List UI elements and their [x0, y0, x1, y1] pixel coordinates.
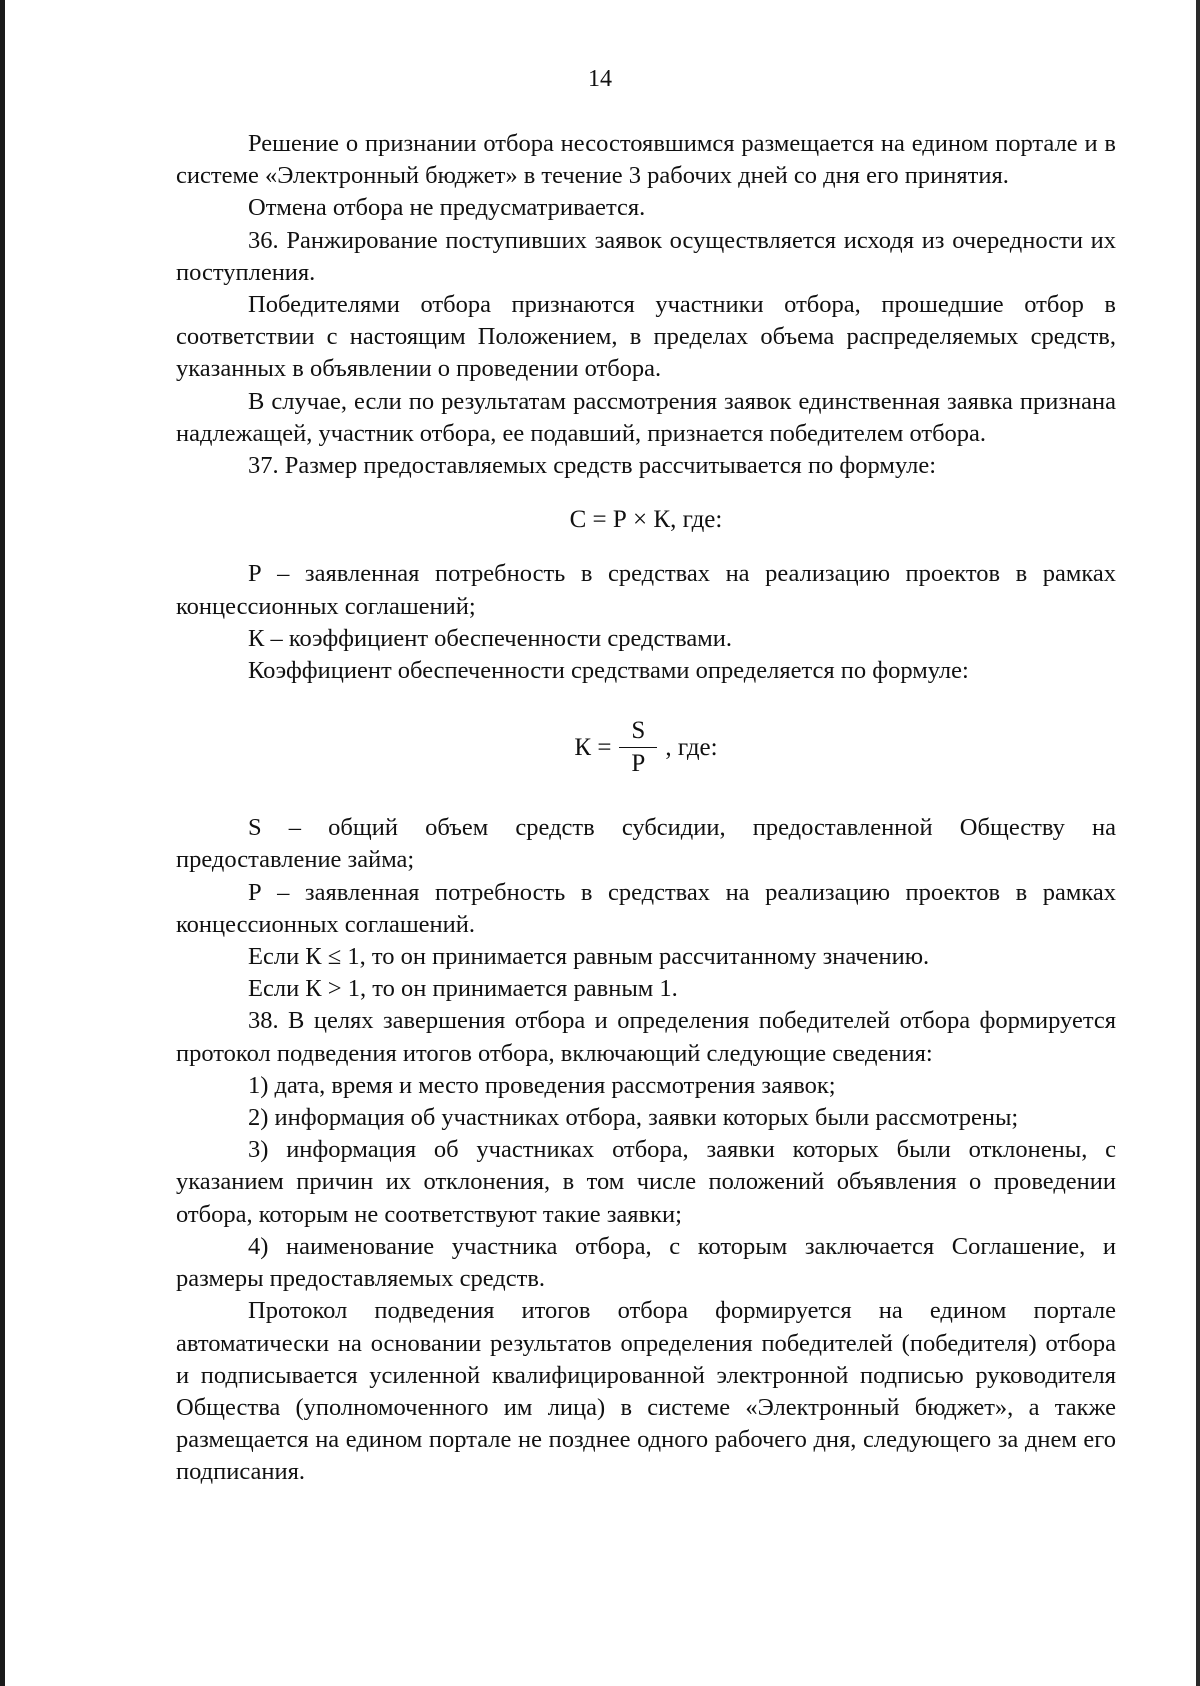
paragraph: Решение о признании отбора несостоявшимся размещается на едином портале и в системе «Электронный бюджет» в течение 3 рабочих дней со дня его принятия. [176, 130, 1116, 190]
paragraph: S – общий объем средств субсидии, предоставленной Обществу на предоставление займа; [176, 814, 1116, 874]
list-item: 1) дата, время и место проведения рассмотрения заявок; [248, 1071, 836, 1099]
paragraph: В случае, если по результатам рассмотрения заявок единственная заявка признана надлежащей, участник отбора, ее подавший, признается победителем отбора. [176, 387, 1116, 447]
paragraph: Отмена отбора не предусматривается. [248, 194, 646, 222]
fraction-numerator: S [619, 717, 657, 748]
paragraph: Р – заявленная потребность в средствах на реализацию проектов в рамках концессионных соглашений; [176, 560, 1116, 620]
formula-suffix: , где: [665, 733, 718, 761]
fraction-denominator: Р [631, 750, 646, 778]
scan-edge-right [1196, 0, 1200, 1686]
scan-edge-left [0, 0, 5, 1686]
paragraph: Р – заявленная потребность в средствах на реализацию проектов в рамках концессионных соглашений. [176, 878, 1116, 938]
paragraph: Победителями отбора признаются участники отбора, прошедшие отбор в соответствии с настоящим Положением, в пределах объема распределяемых средств, указанных в объявлении о проведении отбора. [176, 291, 1116, 383]
paragraph: 36. Ранжирование поступивших заявок осуществляется исходя из очередности их поступления. [176, 226, 1116, 286]
formula-c-equals-p-times-k: С = Р × К, где: [569, 506, 723, 534]
list-item: 4) наименование участника отбора, с которым заключается Соглашение, и размеры предоставляемых средств. [176, 1232, 1116, 1293]
list-item: 2) информация об участниках отбора, заявки которых были рассмотрены; [248, 1104, 1019, 1132]
paragraph: Если К ≤ 1, то он принимается равным рассчитанному значению. [248, 943, 930, 971]
document-body [176, 128, 1116, 1489]
formula-k-equals-s-over-p [176, 717, 1116, 778]
paragraph: Если К > 1, то он принимается равным 1. [248, 975, 678, 1003]
paragraph: Коэффициент обеспеченности средствами определяется по формуле: [248, 657, 969, 685]
page-number: 14 [588, 66, 612, 92]
paragraph: 37. Размер предоставляемых средств рассчитывается по формуле: [248, 452, 937, 480]
paragraph: 38. В целях завершения отбора и определения победителей отбора формируется протокол подведения итогов отбора, включающий следующие сведения: [176, 1007, 1116, 1067]
paragraph: К – коэффициент обеспеченности средствами. [248, 624, 732, 652]
list-item: 3) информация об участниках отбора, заявки которых были отклонены, с указанием причин их отклонения, в том числе положений объявления о проведении отбора, которым не соответствуют такие заявки; [176, 1136, 1116, 1228]
formula-lhs: К = [574, 733, 612, 761]
paragraph: Протокол подведения итогов отбора формируется на едином портале автоматически на основании результатов определения победителей (победителя) отбора и подписывается усиленной квалифицированной электронной подписью руководителя Общества (уполномоченного им лица) в системе «Электронный бюджет», а также размещается на едином портале не позднее одного рабочего дня, следующего за днем его подписания. [176, 1297, 1116, 1486]
fraction [619, 717, 657, 778]
